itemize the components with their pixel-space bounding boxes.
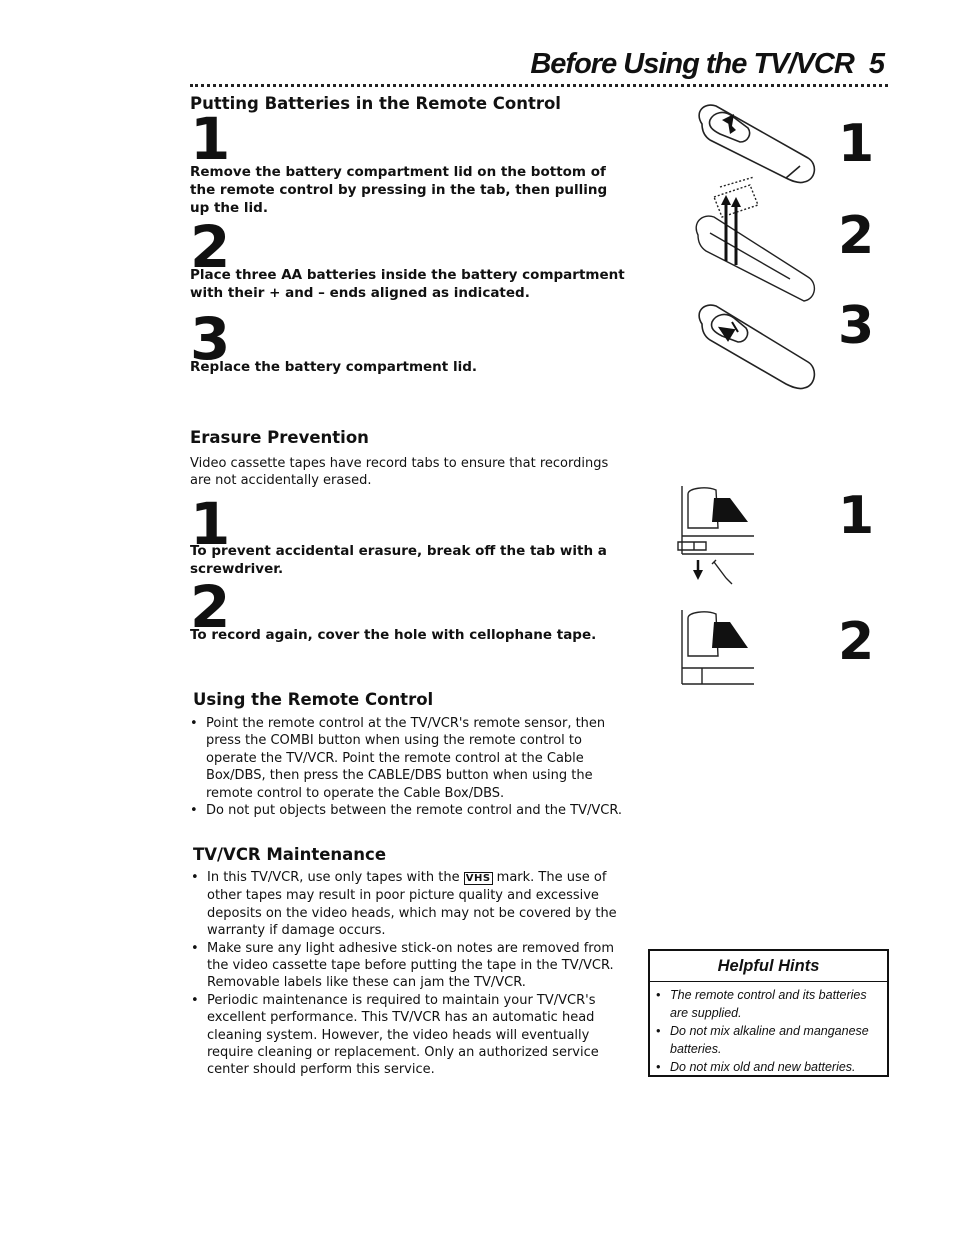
battery-step-1-number: 1 — [190, 105, 231, 173]
list-item: • Do not mix alkaline and manganese batteries. — [656, 1024, 869, 1056]
helpful-hints-list — [650, 982, 887, 1076]
helpful-hints-title: Helpful Hints — [650, 951, 887, 982]
battery-figure-number-2: 2 — [838, 206, 875, 266]
cassette-tab-break-icon — [676, 484, 758, 586]
battery-step-1-text: Remove the battery compartment lid on the bottom of the remote control by pressing in the tab, then pulling up the lid. — [190, 164, 608, 216]
list-item: • Point the remote control at the TV/VCR's remote sensor, then press the COMBI button when using the remote control to operate the TV/VCR. Point the remote control at the Cable Box/DBS, then press the CABLE/DBS button when using the remote control to operate the Cable Box/DBS. — [190, 716, 606, 801]
page-header — [530, 48, 884, 81]
batteries-heading: Putting Batteries in the Remote Control — [190, 94, 561, 113]
erasure-figure-number-2: 2 — [838, 612, 875, 672]
helpful-hints-box — [648, 949, 889, 1077]
battery-figure-number-3: 3 — [838, 296, 875, 356]
erasure-step-1-text: To prevent accidental erasure, break off the tab with a screwdriver. — [190, 543, 607, 577]
battery-step-2-text: Place three AA batteries inside the battery compartment with their + and – ends aligned as indicated. — [190, 267, 625, 301]
battery-step-2-number: 2 — [190, 213, 231, 281]
erasure-step-2-text: To record again, cover the hole with cellophane tape. — [190, 627, 597, 643]
remote-lid-close-icon — [690, 300, 825, 395]
erasure-step-1-number: 1 — [190, 490, 231, 558]
erasure-heading: Erasure Prevention — [190, 428, 369, 447]
remote-use-list — [190, 715, 630, 819]
page-number: 5 — [868, 48, 884, 80]
erasure-intro: Video cassette tapes have record tabs to ensure that recordings are not accidentally erased. — [190, 456, 609, 489]
list-item: • The remote control and its batteries are supplied. — [656, 988, 867, 1020]
remote-use-heading: Using the Remote Control — [193, 690, 434, 709]
erasure-step-2-number: 2 — [190, 573, 231, 641]
vhs-mark: VHS — [465, 873, 491, 884]
remote-batteries-icon — [690, 175, 825, 310]
list-item: • Do not mix old and new batteries. — [656, 1060, 856, 1074]
battery-step-3-text: Replace the battery compartment lid. — [190, 359, 477, 375]
header-title: Before Using the TV/VCR — [530, 48, 854, 80]
maintenance-list — [191, 869, 623, 1079]
screwdriver-icon — [712, 560, 732, 584]
battery-figure-number-1: 1 — [838, 114, 875, 174]
header-divider — [190, 84, 888, 87]
list-item: • Make sure any light adhesive stick-on notes are removed from the video cassette tape before putting the tape in the TV/VCR. Removable labels like these can jam the TV/VCR. — [191, 940, 614, 991]
list-item: • Periodic maintenance is required to maintain your TV/VCR's excellent performance. This TV/VCR has an automatic head cleaning system. However, the video heads will eventually require cleaning or replacement. Only an authorized service center should perform this service. — [191, 992, 599, 1078]
list-item: • In this TV/VCR, use only tapes with the VHS mark. The use of other tapes may result in poor picture quality and excessive deposits on the video heads, which may not be covered by the warranty if damage occurs. — [191, 870, 617, 939]
battery-step-3-number: 3 — [190, 305, 231, 373]
list-item: • Do not put objects between the remote control and the TV/VCR. — [190, 803, 623, 819]
erasure-figure-number-1: 1 — [838, 486, 875, 546]
maintenance-heading: TV/VCR Maintenance — [193, 845, 387, 864]
cassette-tab-covered-icon — [676, 608, 758, 690]
